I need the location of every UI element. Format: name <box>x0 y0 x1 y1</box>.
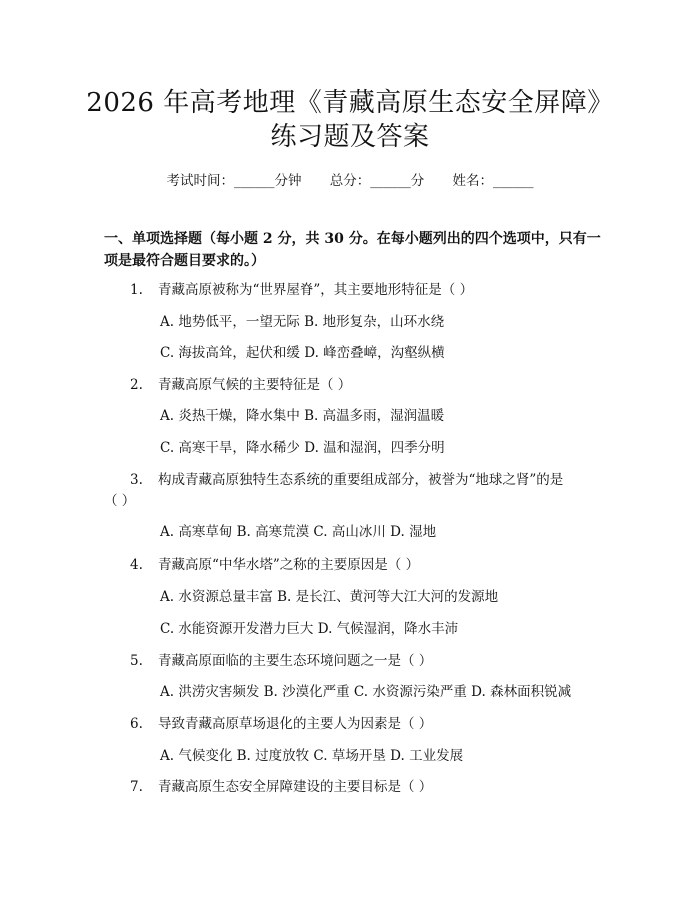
exam-time: 考试时间：______分钟 <box>166 173 302 189</box>
document-title-line1: 2026 年高考地理《青藏高原生态安全屏障》 <box>86 88 614 118</box>
question-4-options-c-d: C. 水能资源开发潜力巨大 D. 气候湿润，降水丰沛 <box>160 621 459 637</box>
question-number: 3. <box>130 472 143 488</box>
section-heading: 一、单项选择题（每小题 2 分，共 30 分。在每小题列出的四个选项中，只有一项是最符合题目要求的。） <box>104 231 601 269</box>
question-number: 5. <box>130 653 143 669</box>
question-text: 青藏高原生态安全屏障建设的主要目标是（ ） <box>158 779 433 795</box>
question-number: 6. <box>130 716 143 732</box>
total-score: 总分：______分 <box>329 173 425 189</box>
question-7 <box>130 777 432 797</box>
question-text: 构成青藏高原独特生态系统的重要组成部分，被誉为“地球之肾”的是 <box>158 472 564 488</box>
question-text: 导致青藏高原草场退化的主要人为因素是（ ） <box>158 716 433 732</box>
question-4 <box>130 555 419 575</box>
question-5-options: A. 洪涝灾害频发 B. 沙漠化严重 C. 水资源污染严重 D. 森林面积锐减 <box>160 684 572 700</box>
exam-info-line <box>0 169 700 189</box>
question-text: 青藏高原被称为“世界屋脊”，其主要地形特征是（ ） <box>158 282 474 298</box>
question-2-options-c-d: C. 高寒干旱，降水稀少 D. 温和湿润，四季分明 <box>160 440 445 456</box>
question-4-options-a-b: A. 水资源总量丰富 B. 是长江、黄河等大江大河的发源地 <box>160 589 499 605</box>
question-3 <box>130 470 563 490</box>
question-number: 7. <box>130 779 143 795</box>
question-3-continuation: （ ） <box>104 493 136 509</box>
question-1-options-a-b: A. 地势低平，一望无际 B. 地形复杂，山环水绕 <box>160 314 445 330</box>
document-title-line2: 练习题及答案 <box>270 122 430 152</box>
question-5 <box>130 651 432 671</box>
question-2-options-a-b: A. 炎热干燥，降水集中 B. 高温多雨，湿润温暖 <box>160 408 445 424</box>
student-name: 姓名：______ <box>452 173 534 189</box>
question-3-options: A. 高寒草甸 B. 高寒荒漠 C. 高山冰川 D. 湿地 <box>160 524 437 540</box>
question-6-options: A. 气候变化 B. 过度放牧 C. 草场开垦 D. 工业发展 <box>160 748 464 764</box>
question-text: 青藏高原“中华水塔”之称的主要原因是（ ） <box>158 557 420 573</box>
question-number: 2. <box>130 377 143 393</box>
question-text: 青藏高原气候的主要特征是（ ） <box>158 377 352 393</box>
question-number: 4. <box>130 557 143 573</box>
question-1 <box>130 280 473 300</box>
question-text: 青藏高原面临的主要生态环境问题之一是（ ） <box>158 653 433 669</box>
question-2 <box>130 375 351 395</box>
question-number: 1. <box>130 282 143 298</box>
question-6 <box>130 714 432 734</box>
question-1-options-c-d: C. 海拔高耸，起伏和缓 D. 峰峦叠嶂，沟壑纵横 <box>160 345 445 361</box>
